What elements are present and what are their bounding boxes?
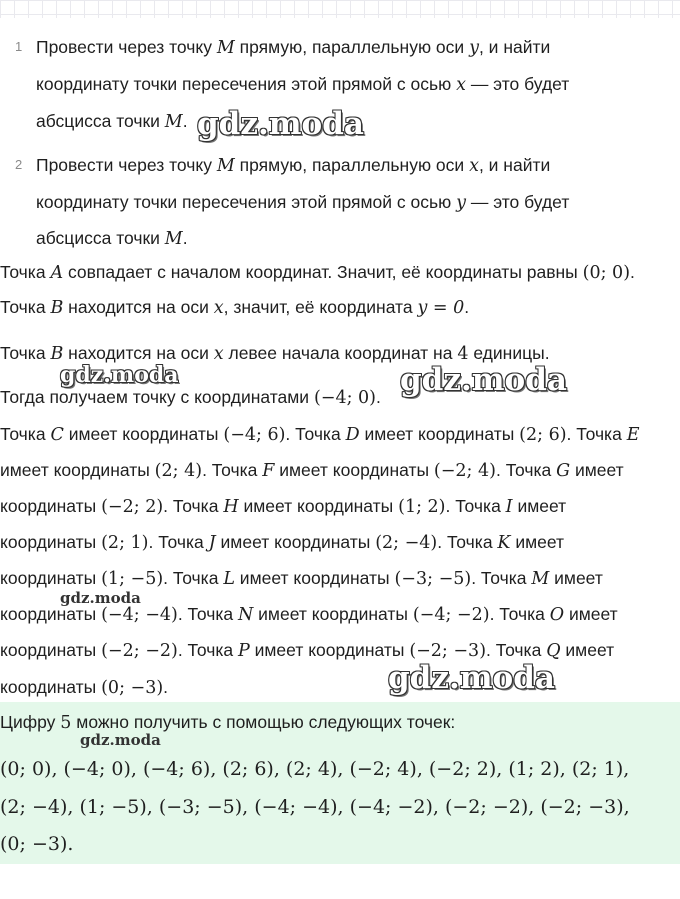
coordinates-line-3: координаты (−2; 2). Точка H имеет координаты (1; 2). Точка I имеет — [0, 496, 567, 517]
coordinates-line-4: координаты (2; 1). Точка J имеет координаты (2; −4). Точка K имеет — [0, 532, 565, 553]
watermark-logo: gdz.moda — [388, 660, 555, 696]
answer-points-line-3: (0; −3). — [0, 833, 74, 855]
answer-points-line-1: (0; 0), (−4; 0), (−4; 6), (2; 6), (2; 4), (−2; 4), (−2; 2), (1; 2), (2; 1), — [0, 758, 630, 780]
answer-intro: Цифру 5 можно получить с помощью следующих точек: — [0, 712, 456, 733]
point-b-text-2: Точка B находится на оси x левее начала координат на 4 единицы. — [0, 343, 550, 364]
watermark-logo: gdz.moda — [400, 362, 567, 398]
point-a-text: Точка A совпадает с началом координат. Значит, её координаты равны (0; 0). — [0, 262, 635, 283]
item2-line1: Провести через точку M прямую, параллельную оси x, и найти — [36, 155, 551, 176]
watermark-logo: gdz.moda — [60, 589, 141, 607]
grid-paper-header — [0, 0, 680, 18]
watermark-logo: gdz.moda — [80, 731, 161, 749]
list-number-1: 1 — [15, 39, 23, 54]
watermark-logo: gdz.moda — [60, 362, 179, 388]
coordinates-line-5: координаты (1; −5). Точка L имеет координаты (−3; −5). Точка M имеет — [0, 568, 603, 589]
item2-line3: абсцисса точки M. — [36, 228, 188, 249]
coordinates-line-8: координаты (0; −3). — [0, 677, 169, 698]
item1-line3: абсцисса точки M. — [36, 111, 188, 132]
coordinates-line-2: имеет координаты (2; 4). Точка F имеет координаты (−2; 4). Точка G имеет — [0, 460, 624, 481]
point-b-text-3: Тогда получаем точку с координатами (−4; 0). — [0, 387, 381, 408]
item1-line1: Провести через точку M прямую, параллельную оси y, и найти — [36, 37, 551, 58]
watermark-logo: gdz.moda — [197, 106, 364, 142]
list-number-2: 2 — [15, 157, 23, 172]
answer-points-line-2: (2; −4), (1; −5), (−3; −5), (−4; −4), (−4; −2), (−2; −2), (−2; −3), — [0, 796, 630, 818]
coordinates-line-1: Точка C имеет координаты (−4; 6). Точка D имеет координаты (2; 6). Точка E — [0, 424, 640, 445]
coordinates-line-7: координаты (−2; −2). Точка P имеет координаты (−2; −3). Точка Q имеет — [0, 640, 615, 661]
point-b-text-1: Точка B находится на оси x, значит, её координата y = 0. — [0, 297, 470, 318]
item1-line2: координату точки пересечения этой прямой с осью x — это будет — [36, 74, 570, 95]
coordinates-line-6: координаты (−4; −4). Точка N имеет координаты (−4; −2). Точка O имеет — [0, 604, 618, 625]
item2-line2: координату точки пересечения этой прямой с осью y — это будет — [36, 192, 570, 213]
